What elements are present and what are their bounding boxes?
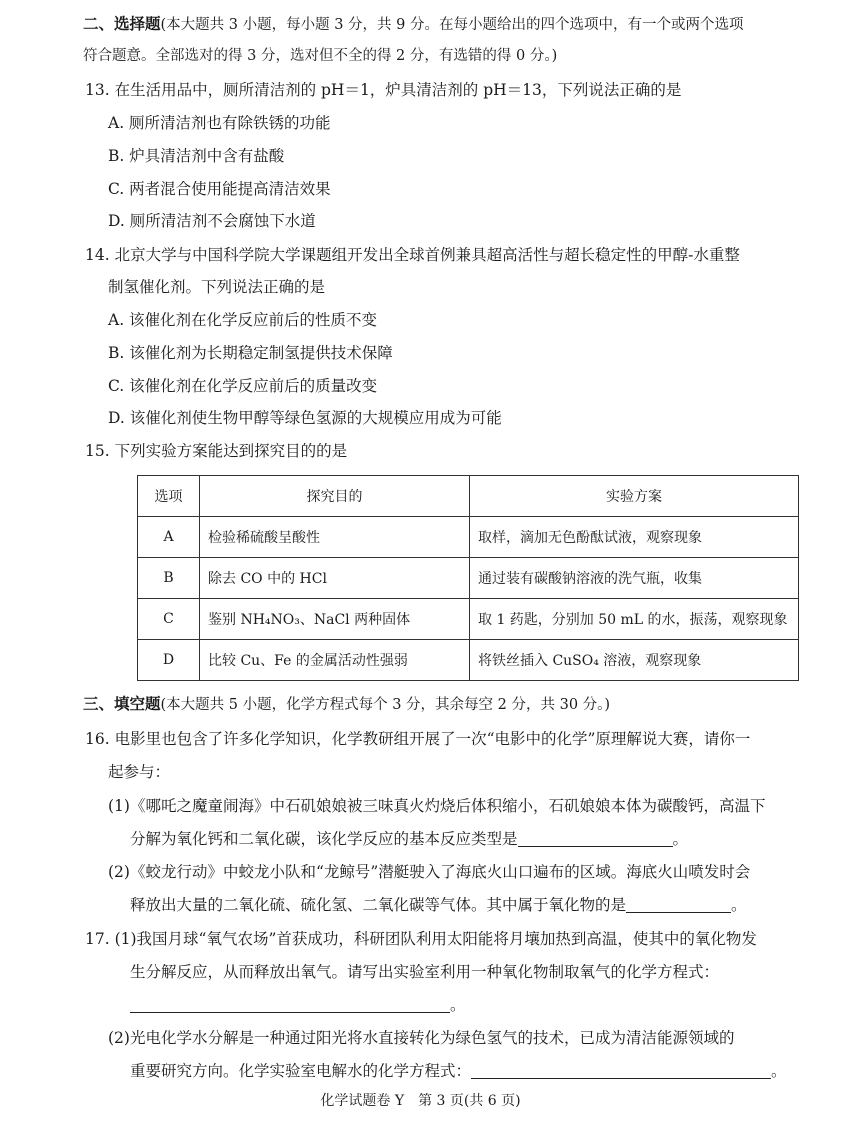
q16-part2-answer-blank[interactable]: [626, 896, 731, 913]
q14-stem-line1: 14. 北京大学与中国科学院大学课题组开发出全球首例兼具超高活性与超长稳定性的甲醇-水重整: [85, 246, 740, 264]
q16-part2-period: 。: [731, 896, 747, 914]
q14-option-b: B. 该催化剂为长期稳定制氢提供技术保障: [108, 344, 393, 362]
q17-part1-line2: 生分解反应，从而释放出氧气。请写出实验室利用一种氧化物制取氧气的化学方程式：: [130, 963, 720, 981]
q13-option-a: A. 厕所清洁剂也有除铁锈的功能: [108, 114, 331, 132]
q16-part2-text: 释放出大量的二氧化硫、硫化氢、二氧化碳等气体。其中属于氧化物的是: [130, 896, 627, 914]
row-plan: 将铁丝插入 CuSO₄ 溶液，观察现象: [470, 640, 799, 681]
q14-option-a: A. 该催化剂在化学反应前后的性质不变: [108, 311, 378, 329]
q16-part1-line2: [130, 828, 688, 850]
q17-part2-text: 重要研究方向。化学实验室电解水的化学方程式：: [130, 1062, 472, 1080]
q17-part1-period: 。: [450, 996, 466, 1014]
experiment-table: [137, 475, 799, 681]
header-plan: 实验方案: [470, 476, 799, 517]
q17-part1-answer-blank[interactable]: [130, 996, 450, 1013]
q16-stem-line2: 起参与：: [108, 763, 171, 781]
row-goal: 鉴别 NH₄NO₃、NaCl 两种固体: [200, 599, 470, 640]
row-goal: 除去 CO 中的 HCl: [200, 558, 470, 599]
table-row: [138, 517, 799, 558]
section3-header: [83, 693, 610, 716]
q14-stem-line2: 制氢催化剂。下列说法正确的是: [108, 278, 326, 296]
q14-option-c: C. 该催化剂在化学反应前后的质量改变: [108, 377, 378, 395]
q17-part2-period: 。: [771, 1062, 787, 1080]
q16-part1-line1: (1)《哪吒之魔童闹海》中石矶娘娘被三味真火灼烧后体积缩小，石矶娘娘本体为碳酸钙，高温下: [108, 797, 766, 815]
q14-option-d: D. 该催化剂使生物甲醇等绿色氢源的大规模应用成为可能: [108, 409, 502, 427]
row-plan: 取样，滴加无色酚酞试液，观察现象: [470, 517, 799, 558]
table-row: [138, 640, 799, 681]
q17-part2-line1: (2)光电化学水分解是一种通过阳光将水直接转化为绿色氢气的技术，已成为清洁能源领域的: [108, 1029, 735, 1047]
section3-heading: 三、填空题: [83, 695, 161, 713]
q16-part2-line2: [130, 894, 747, 916]
q16-part1-answer-blank[interactable]: [518, 830, 673, 847]
q16-stem-line1: 16. 电影里也包含了许多化学知识，化学教研组开展了一次“电影中的化学”原理解说大赛，请你一: [85, 730, 751, 748]
table-header-row: [138, 476, 799, 517]
section2-note-line2: 符合题意。全部选对的得 3 分，选对但不全的得 2 分，有选错的得 0 分。): [83, 48, 558, 64]
q17-part2-answer-blank[interactable]: [471, 1062, 771, 1079]
q13-option-b: B. 炉具清洁剂中含有盐酸: [108, 147, 285, 165]
q16-part1-text: 分解为氧化钙和二氧化碳，该化学反应的基本反应类型是: [130, 830, 518, 848]
table-row: [138, 599, 799, 640]
row-goal: 比较 Cu、Fe 的金属活动性强弱: [200, 640, 470, 681]
q17-part1-line3: [130, 994, 466, 1016]
header-option: 选项: [138, 476, 200, 517]
page-footer: 化学试题卷 Y 第 3 页(共 6 页): [320, 1093, 521, 1109]
row-option: D: [138, 640, 200, 681]
row-option: A: [138, 517, 200, 558]
table-row: [138, 558, 799, 599]
section2-header: [83, 13, 744, 36]
q16-part2-line1: (2)《蛟龙行动》中蛟龙小队和“龙鲸号”潜艇驶入了海底火山口遍布的区域。海底火山喷发时会: [108, 863, 751, 881]
q17-part1-line1: 17. (1)我国月球“氧气农场”首获成功，科研团队利用太阳能将月壤加热到高温，使其中的氧化物发: [85, 930, 757, 948]
q16-part1-period: 。: [672, 830, 689, 848]
section2-heading: 二、选择题: [83, 15, 161, 33]
q17-part2-line2: [130, 1060, 787, 1082]
section3-note: (本大题共 5 小题，化学方程式每个 3 分，其余每空 2 分，共 30 分。): [160, 697, 611, 713]
row-goal: 检验稀硫酸呈酸性: [200, 517, 470, 558]
row-plan: 取 1 药匙，分别加 50 mL 的水，振荡，观察现象: [470, 599, 799, 640]
row-plan: 通过装有碳酸钠溶液的洗气瓶，收集: [470, 558, 799, 599]
section2-note-line1: (本大题共 3 小题，每小题 3 分，共 9 分。在每小题给出的四个选项中，有一个或两个选项: [160, 17, 744, 33]
row-option: B: [138, 558, 200, 599]
q13-stem: 13. 在生活用品中，厕所清洁剂的 pH＝1，炉具清洁剂的 pH＝13，下列说法正确的是: [85, 81, 682, 99]
row-option: C: [138, 599, 200, 640]
q15-stem: 15. 下列实验方案能达到探究目的的是: [85, 442, 348, 460]
q13-option-c: C. 两者混合使用能提高清洁效果: [108, 180, 331, 198]
header-goal: 探究目的: [200, 476, 470, 517]
q13-option-d: D. 厕所清洁剂不会腐蚀下水道: [108, 212, 316, 230]
